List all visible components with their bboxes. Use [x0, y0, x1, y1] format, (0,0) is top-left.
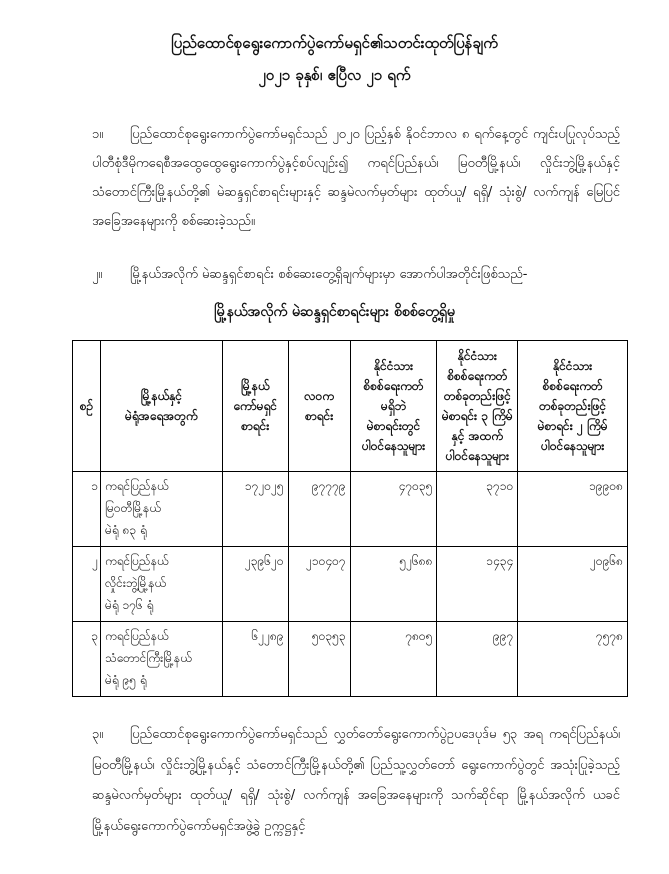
document-title: ပြည်ထောင်စုရွေးကောက်ပွဲကော်မရှင်၏သတင်းထုတ်ပြန်ချက်	[171, 34, 498, 52]
column-header	[350, 341, 437, 472]
township-line: သံတောင်ကြီးမြို့နယ်	[104, 651, 192, 665]
value-cell: ၂၀၉၆၈	[518, 547, 628, 622]
value-cell: ၂၁၀၄၀၇	[288, 547, 350, 622]
column-header	[73, 341, 101, 472]
column-header-line: ကော်မရှင်	[233, 399, 277, 413]
column-header	[288, 341, 350, 472]
column-header	[222, 341, 288, 472]
paragraph-1	[92, 120, 620, 236]
table-row	[73, 622, 628, 697]
column-header-line: တစ်ခုတည်းဖြင့်	[539, 399, 607, 413]
value-cell: ၁၇၂၀၂၅	[222, 472, 288, 547]
column-header-line: မဲစာရင်း ၃ ကြိမ်	[441, 409, 513, 423]
paragraph-text: ပြည်ထောင်စုရွေးကောက်ပွဲကော်မရှင်သည် ၂၀၂၀ ပြည့်နှစ် နိုဝင်ဘာလ ၈ ရက်နေ့တွင် ကျင်းပပြုလုပ်သည့် ပါတီစုံဒီမိုကရေစီအထွေထွေရွေးကောက်ပွဲနှင့်စပ်လျဉ်း၍ ကရင်ပြည်နယ်၊ မြဝတီမြို့နယ်၊ လှိုင်းဘွဲ့မြို့နယ်နှင့် သံတောင်ကြီးမြို့နယ်တို့၏ မဲဆန္ဒရှင်စာရင်းများနှင့် ဆန္ဒမဲလက်မှတ်များ ထုတ်ယူ/ ရရှိ/ သုံးစွဲ/ လက်ကျန် မြေပြင်အခြေအနေများကို စစ်ဆေးခဲ့သည်။	[92, 127, 620, 229]
value-cell: ၁၄၃၄	[437, 547, 518, 622]
column-header-line: လဝက	[304, 389, 334, 403]
column-header-line: စိစစ်ရေးကတ်	[447, 369, 508, 383]
row-number: ၁	[73, 472, 101, 547]
column-header-line: စာရင်း	[305, 409, 334, 423]
value-cell: ၉၇၇၇၉	[288, 472, 350, 547]
paragraph-2	[92, 260, 620, 289]
table-title: မြို့နယ်အလိုက် မဲဆန္ဒရှင်စာရင်းများ စိစစ်တွေ့ရှိမှု	[214, 304, 455, 320]
township-cell	[100, 472, 222, 547]
column-header-line: မြို့နယ်	[240, 379, 270, 393]
column-header-line: မြို့နယ်နှင့်	[140, 389, 183, 403]
paragraph-text: ပြည်ထောင်စုရွေးကောက်ပွဲကော်မရှင်သည် လွှတ်တော်ရွေးကောက်ပွဲဥပဒေပုဒ်မ ၅၃ အရ ကရင်ပြည်နယ်၊ မြဝတီမြို့နယ်၊ လှိုင်းဘွဲ့မြို့နယ်နှင့် သံတောင်ကြီးမြို့နယ်တို့၏ ပြည်သူ့လွှတ်တော် ရွေးကောက်ပွဲတွင် အသုံးပြုခဲ့သည့် ဆန္ဒမဲလက်မှတ်များ ထုတ်ယူ/ ရရှိ/ သုံးစွဲ/ လက်ကျန် အခြေအနေများကို သက်ဆိုင်ရာ မြို့နယ်အလိုက် ယခင် မြို့နယ်ရွေးကောက်ပွဲကော်မရှင်အဖွဲ့ခွဲ ဥက္ကဋ္ဌနှင့်	[92, 727, 620, 834]
column-header-line: စဉ်	[79, 399, 94, 413]
row-number: ၃	[73, 622, 101, 697]
column-header	[437, 341, 518, 472]
value-cell: ၇၅၇၈	[518, 622, 628, 697]
column-header-line: နှင့် အထက်	[451, 429, 504, 443]
township-line: မဲရုံ ၈၃ ရုံ	[104, 523, 147, 537]
column-header-line: တစ်ခုတည်းဖြင့်	[443, 389, 511, 403]
column-header-line: ပါဝင်နေသူများ	[540, 439, 605, 453]
township-line: လှိုင်းဘွဲ့မြို့နယ်	[104, 576, 167, 590]
value-cell: ၅၀၃၅၃	[288, 622, 350, 697]
voter-list-table	[72, 340, 628, 697]
township-line: ကရင်ပြည်နယ်	[104, 479, 169, 493]
column-header-line: စိစစ်ရေးကတ်	[542, 379, 603, 393]
table-row	[73, 547, 628, 622]
column-header-line: ပါဝင်နေသူများ	[445, 449, 510, 463]
column-header-line: ပါဝင်နေသူများ	[361, 439, 426, 453]
column-header-line: မဲစာရင်းတွင်	[366, 419, 421, 433]
column-header-line: မဲရုံအရေအတွက်	[125, 409, 198, 423]
column-header-line: နိုင်ငံသား	[373, 359, 414, 373]
township-line: ကရင်ပြည်နယ်	[104, 629, 169, 643]
township-line: ကရင်ပြည်နယ်	[104, 554, 169, 568]
value-cell: ၁၉၉၀၈	[518, 472, 628, 547]
township-cell	[100, 622, 222, 697]
column-header	[518, 341, 628, 472]
row-number: ၂	[73, 547, 101, 622]
paragraph-number: ၂။	[92, 267, 103, 282]
column-header-line: စိစစ်ရေးကတ်	[363, 379, 424, 393]
table-header-row	[73, 341, 628, 472]
column-header-line: နိုင်ငံသား	[553, 359, 593, 373]
township-line: မဲရုံ ၉၅ ရုံ	[104, 673, 147, 687]
value-cell: ၃၇၁၀	[437, 472, 518, 547]
paragraph-number: ၃။	[92, 727, 104, 742]
township-cell	[100, 547, 222, 622]
paragraph-number: ၁။	[92, 127, 104, 142]
value-cell: ၆၂၂၈၉	[222, 622, 288, 697]
township-line: မဲရုံ ၁၇၆ ရုံ	[104, 598, 154, 612]
column-header-line: မရှိဘဲ	[380, 399, 407, 413]
column-header	[100, 341, 222, 472]
value-cell: ၉၉၇	[437, 622, 518, 697]
column-header-line: စာရင်း	[241, 419, 270, 433]
township-line: မြဝတီမြို့နယ်	[104, 501, 161, 515]
document-date: ၂၀၂၁ ခုနှစ်၊ ဧပြီလ ၂၁ ရက်	[258, 66, 411, 84]
table-row	[73, 472, 628, 547]
value-cell: ၂၃၉၆၂၀	[222, 547, 288, 622]
value-cell: ၅၂၆၈၈	[350, 547, 437, 622]
column-header-line: နိုင်ငံသား	[457, 349, 497, 363]
value-cell: ၄၇၀၃၅	[350, 472, 437, 547]
paragraph-3	[92, 720, 620, 842]
value-cell: ၇၈၀၅	[350, 622, 437, 697]
paragraph-text: မြို့နယ်အလိုက် မဲဆန္ဒရှင်စာရင်း စစ်ဆေးတွေ့ရှိချက်များမှာ အောက်ပါအတိုင်းဖြစ်သည်-	[130, 267, 528, 282]
column-header-line: မဲစာရင်း ၂ ကြိမ်	[537, 419, 608, 433]
